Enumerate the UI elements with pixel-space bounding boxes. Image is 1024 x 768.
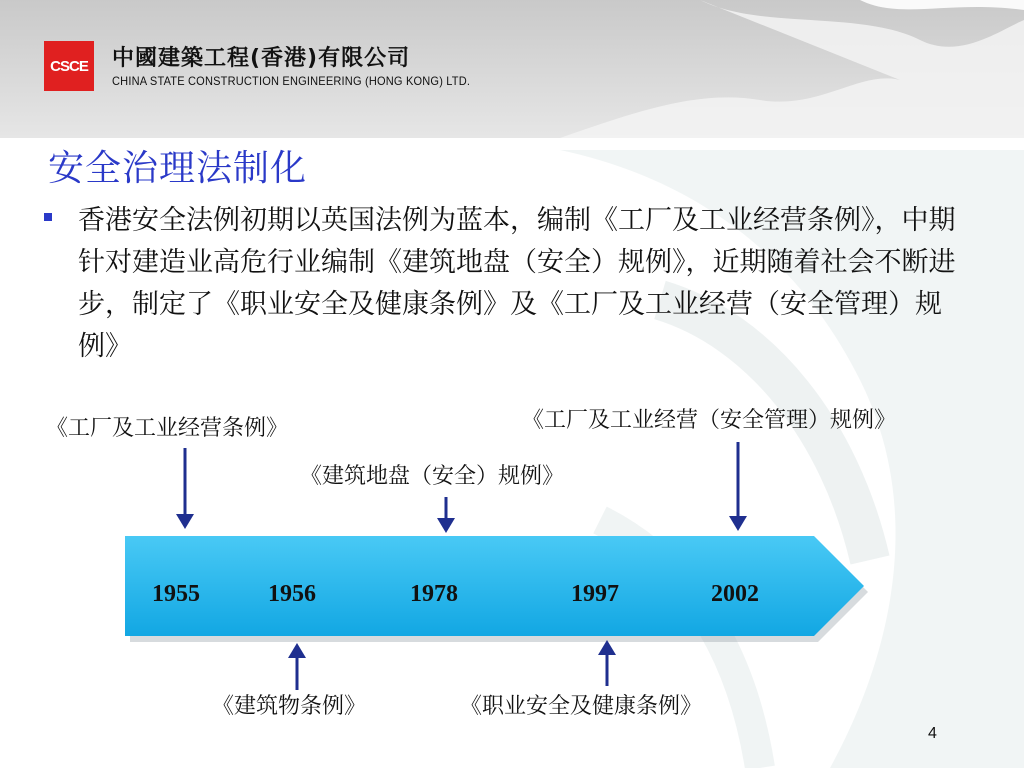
- label-1956-buildings-ordinance: 《建筑物条例》: [212, 694, 367, 719]
- bullet-paragraph: 香港安全法例初期以英国法例为蓝本，编制《工厂及工业经营条例》，中期针对建造业高危行业编制《建筑地盘（安全）规例》，近期随着社会不断进步，制定了《职业安全及健康条例》及《工厂及工业经营（安全管理）规例》: [78, 205, 956, 362]
- label-2002-safety-management-regulation: 《工厂及工业经营（安全管理）规例》: [522, 408, 897, 433]
- label-1997-occupational-safety-ordinance: 《职业安全及健康条例》: [460, 694, 703, 719]
- year-2002: 2002: [711, 581, 759, 607]
- slide-page-number: 4: [928, 725, 937, 742]
- pointer-1978-down-arrow: [437, 497, 455, 533]
- slide-title: 安全治理法制化: [48, 148, 308, 189]
- label-1978-construction-sites-regulation: 《建筑地盘（安全）规例》: [300, 464, 565, 489]
- company-name-english: CHINA STATE CONSTRUCTION ENGINEERING (HONG KONG) LTD.: [112, 74, 471, 88]
- company-logo: CSCE: [44, 41, 94, 91]
- company-name-chinese: 中國建築工程(香港)有限公司: [112, 46, 411, 71]
- pointer-1955-down-arrow: [176, 448, 194, 529]
- pointer-1997-up-arrow: [598, 640, 616, 686]
- label-1955-factories-ordinance: 《工厂及工业经营条例》: [46, 416, 289, 441]
- year-1997: 1997: [571, 581, 619, 607]
- year-1955: 1955: [152, 581, 200, 607]
- pointer-2002-down-arrow: [729, 442, 747, 531]
- year-1978: 1978: [410, 581, 458, 607]
- year-1956: 1956: [268, 581, 316, 607]
- pointer-1956-up-arrow: [288, 643, 306, 690]
